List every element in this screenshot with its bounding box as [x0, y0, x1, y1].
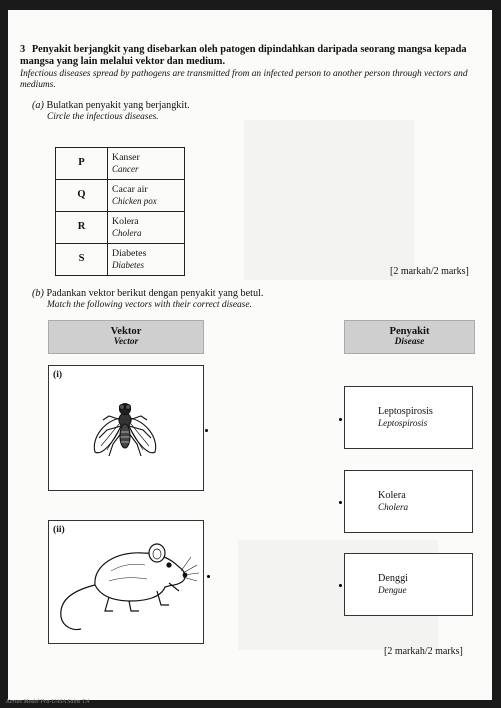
part-b-instruction	[32, 288, 263, 311]
disease-header-ms: Penyakit	[389, 326, 430, 337]
disease-name-ms: Cacar air	[112, 184, 148, 195]
disease-name-ms: Kolera	[378, 490, 406, 501]
vector-label: (i)	[53, 369, 63, 380]
disease-dot-2[interactable]	[339, 501, 342, 504]
vector-box-fly[interactable]	[48, 365, 204, 491]
table-row[interactable]	[56, 180, 185, 212]
page-footer: Kertas Model Pra-UASA Sains T.4	[6, 699, 90, 705]
row-letter: Q	[56, 180, 108, 212]
disease-name-en: Diabetes	[112, 259, 144, 270]
part-b-marks: [2 markah/2 marks]	[384, 646, 463, 657]
disease-name-en: Cancer	[112, 163, 139, 174]
disease-table	[55, 147, 185, 276]
row-disease[interactable]	[108, 244, 185, 276]
table-row[interactable]	[56, 148, 185, 180]
vector-header-en: Vector	[113, 337, 139, 347]
row-disease[interactable]	[108, 180, 185, 212]
question-text	[20, 44, 484, 91]
rat-icon	[51, 531, 201, 641]
disease-name-ms: Diabetes	[112, 248, 147, 259]
table-row[interactable]	[56, 244, 185, 276]
disease-name-ms: Denggi	[378, 573, 408, 584]
vector-dot-i[interactable]	[205, 429, 208, 432]
disease-name-ms: Kanser	[112, 152, 140, 163]
disease-header-en: Disease	[394, 337, 425, 347]
vector-header	[48, 320, 204, 354]
vector-label: (ii)	[53, 524, 65, 535]
row-disease[interactable]	[108, 212, 185, 244]
question-number: 3	[20, 44, 26, 55]
row-letter: P	[56, 148, 108, 180]
disease-box-cholera[interactable]	[344, 470, 473, 533]
part-b-label: (b)	[32, 288, 44, 299]
part-a-instruction-en: Circle the infectious diseases.	[47, 111, 159, 122]
part-b-instruction-en: Match the following vectors with their correct disease.	[47, 299, 252, 310]
fly-icon	[85, 390, 165, 470]
disease-name-en: Dengue	[378, 584, 407, 595]
row-disease[interactable]	[108, 148, 185, 180]
question-text-ms: Penyakit berjangkit yang disebarkan oleh patogen dipindahkan daripada seorang mangsa kepada mangsa yang lain melalui vektor dan medium.	[20, 44, 467, 67]
disease-header	[344, 320, 475, 354]
disease-name-ms: Leptospirosis	[378, 406, 433, 417]
part-a-label: (a)	[32, 100, 44, 111]
disease-name-ms: Kolera	[112, 216, 139, 227]
part-b-instruction-ms: Padankan vektor berikut dengan penyakit yang betul.	[46, 288, 264, 299]
part-a-instruction	[32, 100, 190, 123]
disease-name-en: Cholera	[112, 227, 142, 238]
part-a-marks: [2 markah/2 marks]	[390, 266, 469, 277]
disease-name-en: Leptospirosis	[378, 417, 428, 428]
disease-name-en: Chicken pox	[112, 195, 157, 206]
part-a-instruction-ms: Bulatkan penyakit yang berjangkit.	[46, 100, 190, 111]
worksheet-page	[8, 10, 492, 700]
vector-box-rat[interactable]	[48, 520, 204, 644]
disease-name-en: Cholera	[378, 501, 409, 512]
row-letter: R	[56, 212, 108, 244]
question-text-en: Infectious diseases spread by pathogens are transmitted from an infected person to another person through vectors and mediums.	[20, 69, 468, 90]
row-letter: S	[56, 244, 108, 276]
disease-box-dengue[interactable]	[344, 553, 473, 616]
disease-dot-1[interactable]	[339, 418, 342, 421]
disease-dot-3[interactable]	[339, 584, 342, 587]
vector-dot-ii[interactable]	[207, 575, 210, 578]
vector-header-ms: Vektor	[110, 326, 142, 337]
disease-box-leptospirosis[interactable]	[344, 386, 473, 449]
table-row[interactable]	[56, 212, 185, 244]
